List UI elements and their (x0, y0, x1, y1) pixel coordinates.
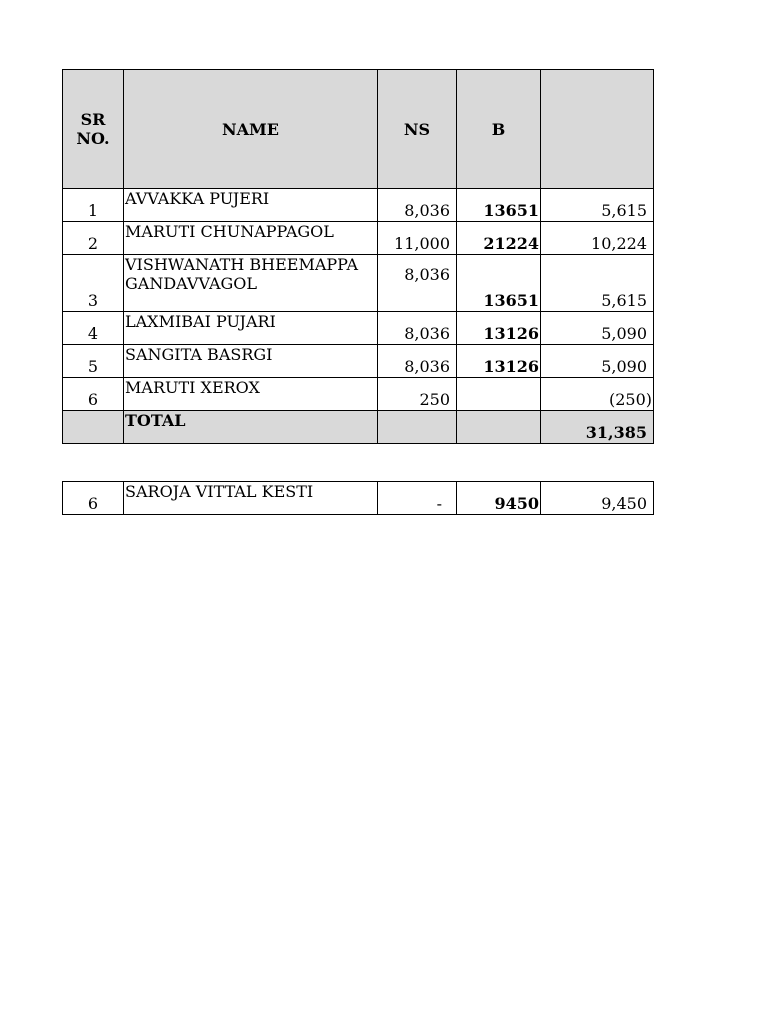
cell-difference: 5,615 (541, 255, 654, 312)
table-row (63, 222, 654, 255)
table-row (63, 378, 654, 411)
header-b: B (457, 70, 541, 189)
cell-ns: 8,036 (378, 345, 457, 378)
cell-ns: 11,000 (378, 222, 457, 255)
table-row (63, 345, 654, 378)
total-value: 31,385 (541, 411, 654, 444)
payment-table (62, 69, 654, 444)
cell-sr: 5 (63, 345, 124, 378)
total-label: TOTAL (124, 411, 378, 444)
cell-ns: 8,036 (378, 189, 457, 222)
cell-b: 13126 (457, 345, 541, 378)
cell-sr: 6 (63, 378, 124, 411)
cell-b (457, 411, 541, 444)
cell-name: MARUTI CHUNAPPAGOL (124, 222, 378, 255)
cell-difference: 5,615 (541, 189, 654, 222)
cell-difference: 9,450 (541, 482, 654, 515)
additional-entry-table (62, 481, 654, 515)
cell-sr: 3 (63, 255, 124, 312)
cell-name: SANGITA BASRGI (124, 345, 378, 378)
cell-b (457, 378, 541, 411)
cell-sr (63, 411, 124, 444)
total-row (63, 411, 654, 444)
cell-name: MARUTI XEROX (124, 378, 378, 411)
cell-ns: 8,036 (378, 255, 457, 312)
cell-b: 13651 (457, 255, 541, 312)
cell-ns: 250 (378, 378, 457, 411)
cell-sr: 4 (63, 312, 124, 345)
cell-difference: (250) (541, 378, 654, 411)
cell-sr: 1 (63, 189, 124, 222)
header-ns: NS (378, 70, 457, 189)
table-row (63, 312, 654, 345)
cell-b: 21224 (457, 222, 541, 255)
header-difference (541, 70, 654, 189)
cell-name: VISHWANATH BHEEMAPPA GANDAVVAGOL (124, 255, 378, 312)
cell-ns: 8,036 (378, 312, 457, 345)
header-name: NAME (124, 70, 378, 189)
cell-ns: - (378, 482, 457, 515)
table-row (63, 255, 654, 312)
table-row (63, 189, 654, 222)
cell-name: AVVAKKA PUJERI (124, 189, 378, 222)
cell-name: SAROJA VITTAL KESTI (124, 482, 378, 515)
cell-sr: 2 (63, 222, 124, 255)
table-header-row (63, 70, 654, 189)
cell-difference: 5,090 (541, 312, 654, 345)
cell-b: 13651 (457, 189, 541, 222)
cell-ns (378, 411, 457, 444)
cell-b: 9450 (457, 482, 541, 515)
cell-difference: 10,224 (541, 222, 654, 255)
cell-sr: 6 (63, 482, 124, 515)
header-sr-no: SR NO. (63, 70, 124, 189)
table-row (63, 482, 654, 515)
cell-name: LAXMIBAI PUJARI (124, 312, 378, 345)
cell-b: 13126 (457, 312, 541, 345)
cell-difference: 5,090 (541, 345, 654, 378)
